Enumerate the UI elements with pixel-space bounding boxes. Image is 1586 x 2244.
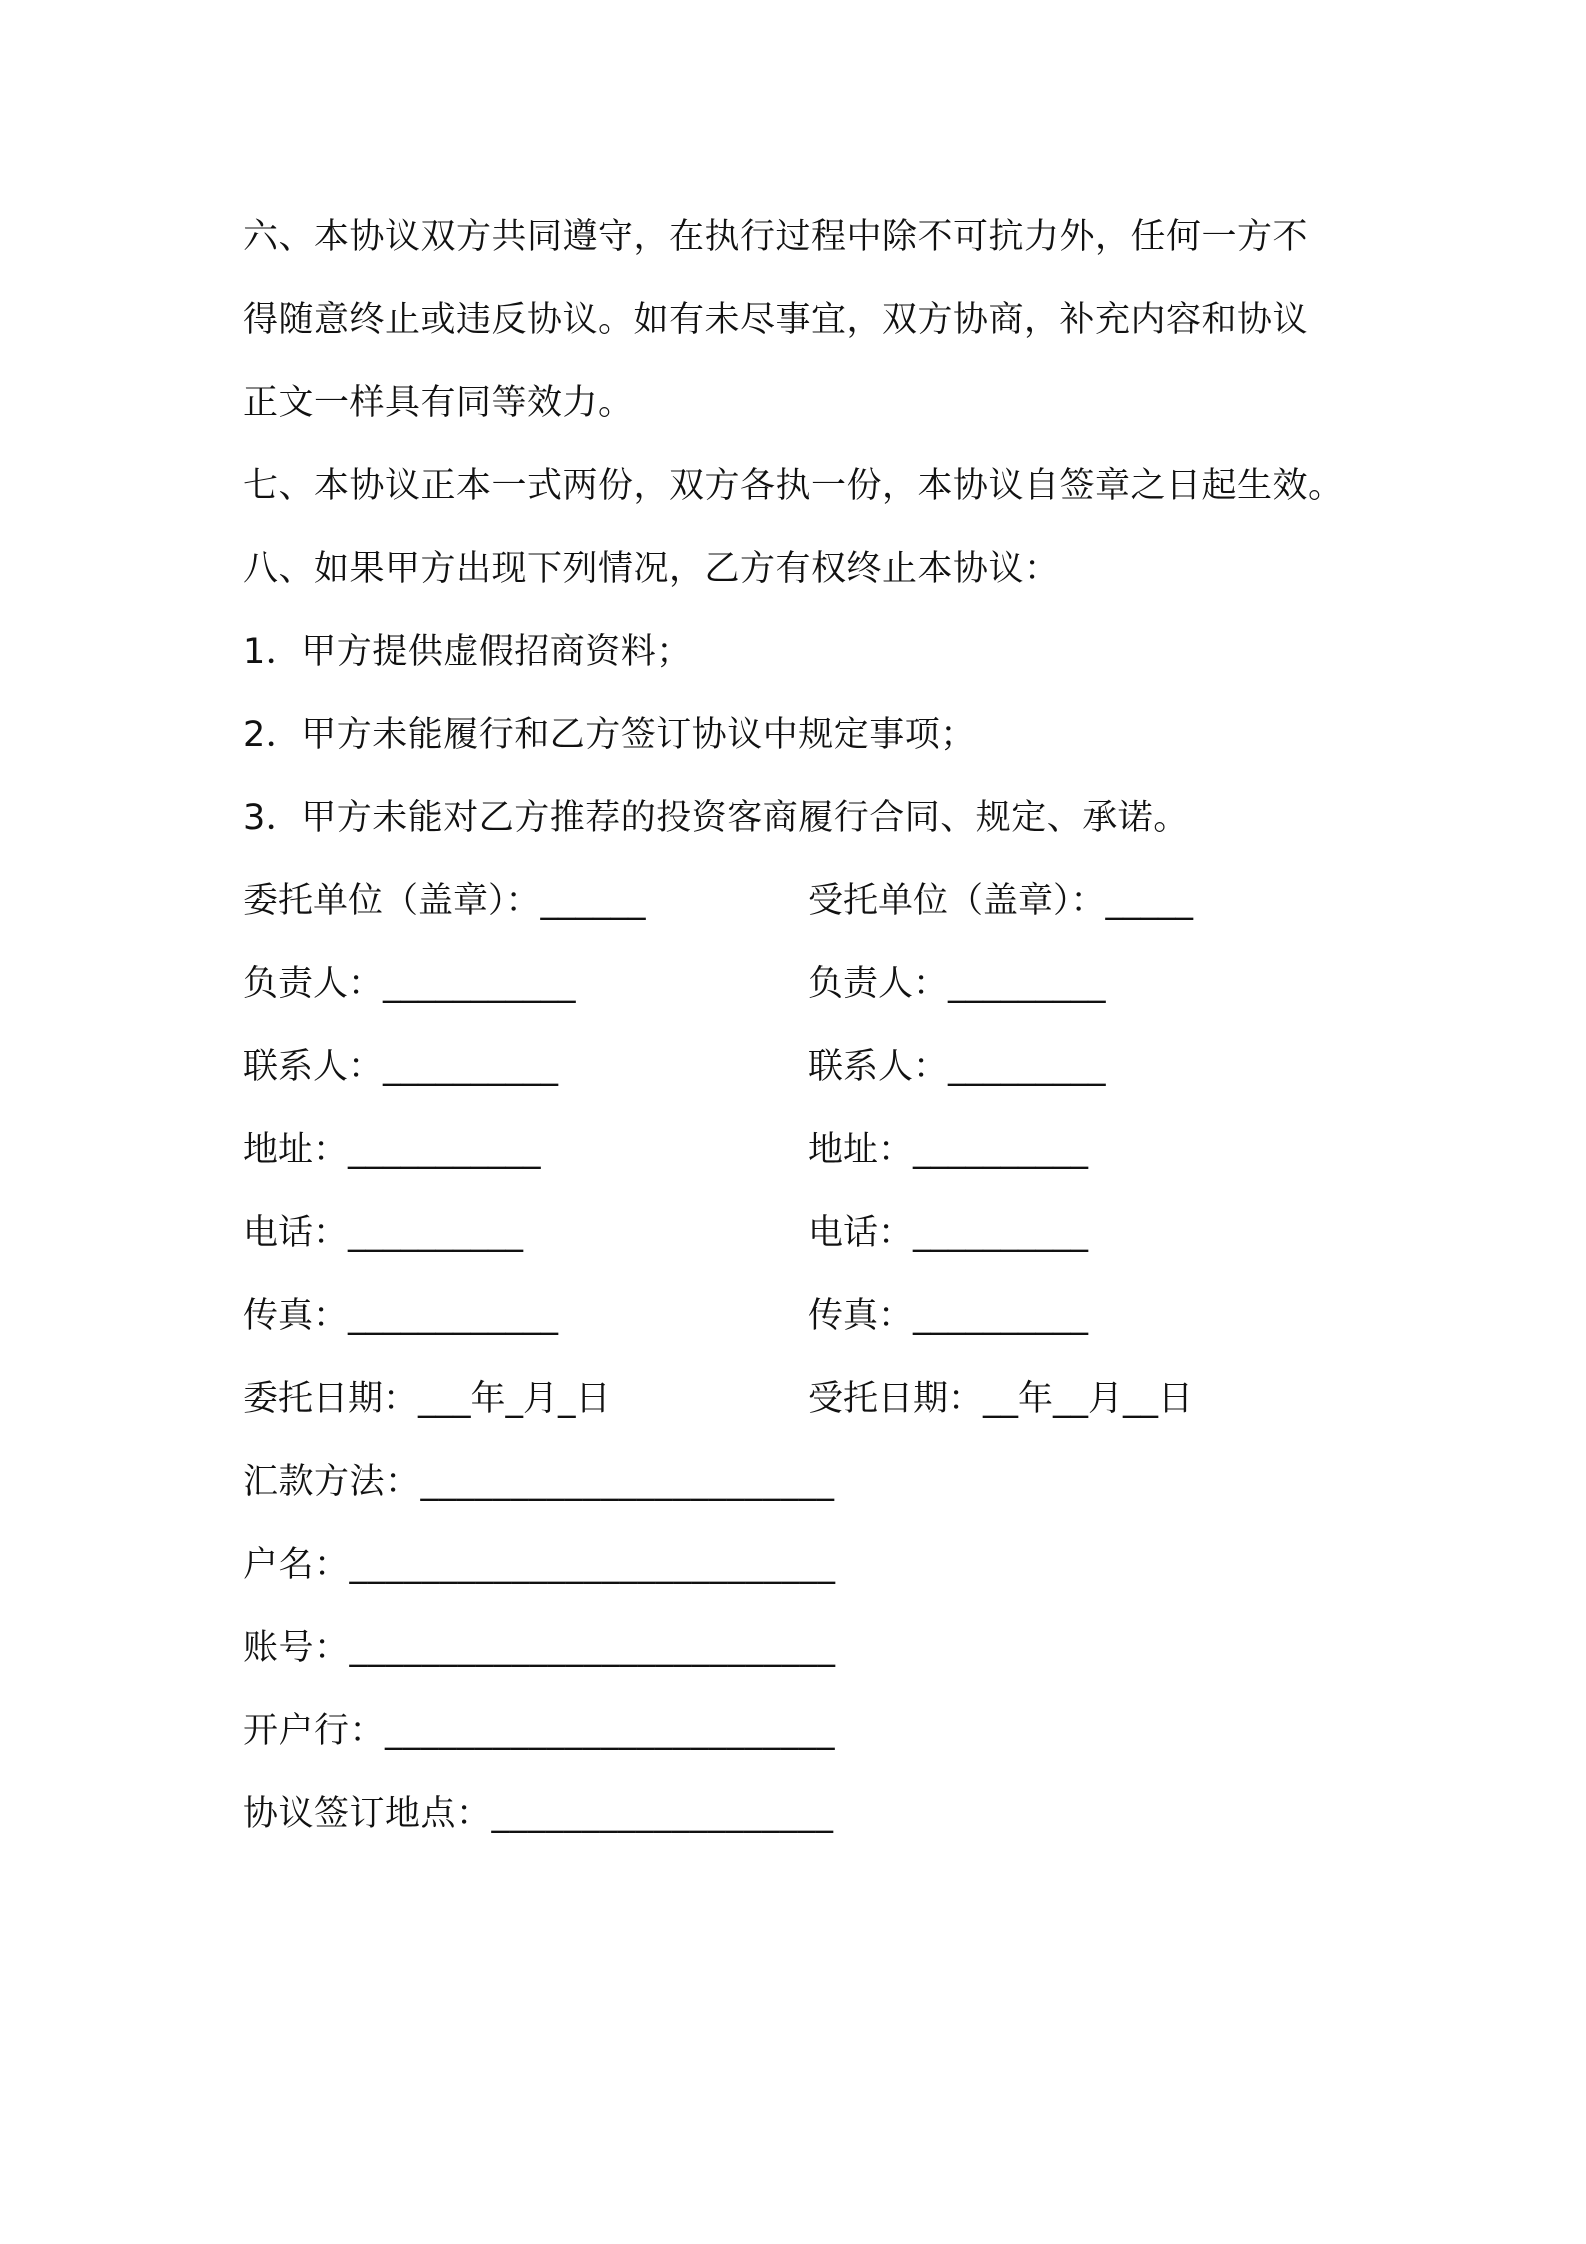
signature-row-principal — [243, 943, 1363, 1026]
agent-fax-field: 传真：__________ — [808, 1296, 1089, 1336]
clause-six-line-3: 正文一样具有同等效力。 — [243, 383, 634, 423]
signature-row-date — [243, 1358, 1363, 1441]
agent-address-field: 地址：__________ — [808, 1130, 1089, 1170]
client-date-field: 委托日期：___年_月_日 — [243, 1379, 611, 1419]
client-contact-field: 联系人：__________ — [243, 1047, 559, 1087]
client-address-field: 地址：___________ — [243, 1130, 541, 1170]
clause-eight-item-3: 3．甲方未能对乙方推荐的投资客商履行合同、规定、承诺。 — [243, 798, 1189, 838]
signature-row-address — [243, 1109, 1363, 1192]
account-number-field: 账号：___________________________ — [243, 1628, 836, 1668]
agent-entity-field: 受托单位（盖章）：_____ — [808, 881, 1194, 921]
signing-location-field: 协议签订地点：___________________ — [243, 1794, 834, 1834]
clause-seven: 七、本协议正本一式两份，双方各执一份，本协议自签章之日起生效。 — [243, 466, 1344, 506]
signature-row-fax — [243, 1275, 1363, 1358]
client-fax-field: 传真：____________ — [243, 1296, 559, 1336]
client-entity-field: 委托单位（盖章）：______ — [243, 881, 646, 921]
remittance-method-field: 汇款方法：_______________________ — [243, 1462, 835, 1502]
agent-principal-field: 负责人：_________ — [808, 964, 1106, 1004]
clause-six-line-1: 六、本协议双方共同遵守，在执行过程中除不可抗力外，任何一方不 — [243, 217, 1309, 257]
clause-eight-heading: 八、如果甲方出现下列情况，乙方有权终止本协议： — [243, 549, 1060, 589]
agent-contact-field: 联系人：_________ — [808, 1047, 1106, 1087]
agent-phone-field: 电话：__________ — [808, 1213, 1089, 1253]
client-phone-field: 电话：__________ — [243, 1213, 524, 1253]
clause-six-line-2: 得随意终止或违反协议。如有未尽事宜，双方协商，补充内容和协议 — [243, 300, 1309, 340]
account-name-field: 户名：___________________________ — [243, 1545, 836, 1585]
bank-branch-field: 开户行：_________________________ — [243, 1711, 836, 1751]
client-principal-field: 负责人：___________ — [243, 964, 576, 1004]
clause-eight-item-2: 2．甲方未能履行和乙方签订协议中规定事项； — [243, 715, 976, 755]
document-body — [243, 196, 1363, 1856]
signature-row-contact — [243, 1026, 1363, 1109]
clause-eight-item-1: 1．甲方提供虚假招商资料； — [243, 632, 692, 672]
agent-date-field: 受托日期：__年__月__日 — [808, 1379, 1194, 1419]
signature-row-entity — [243, 860, 1363, 943]
signature-row-phone — [243, 1192, 1363, 1275]
